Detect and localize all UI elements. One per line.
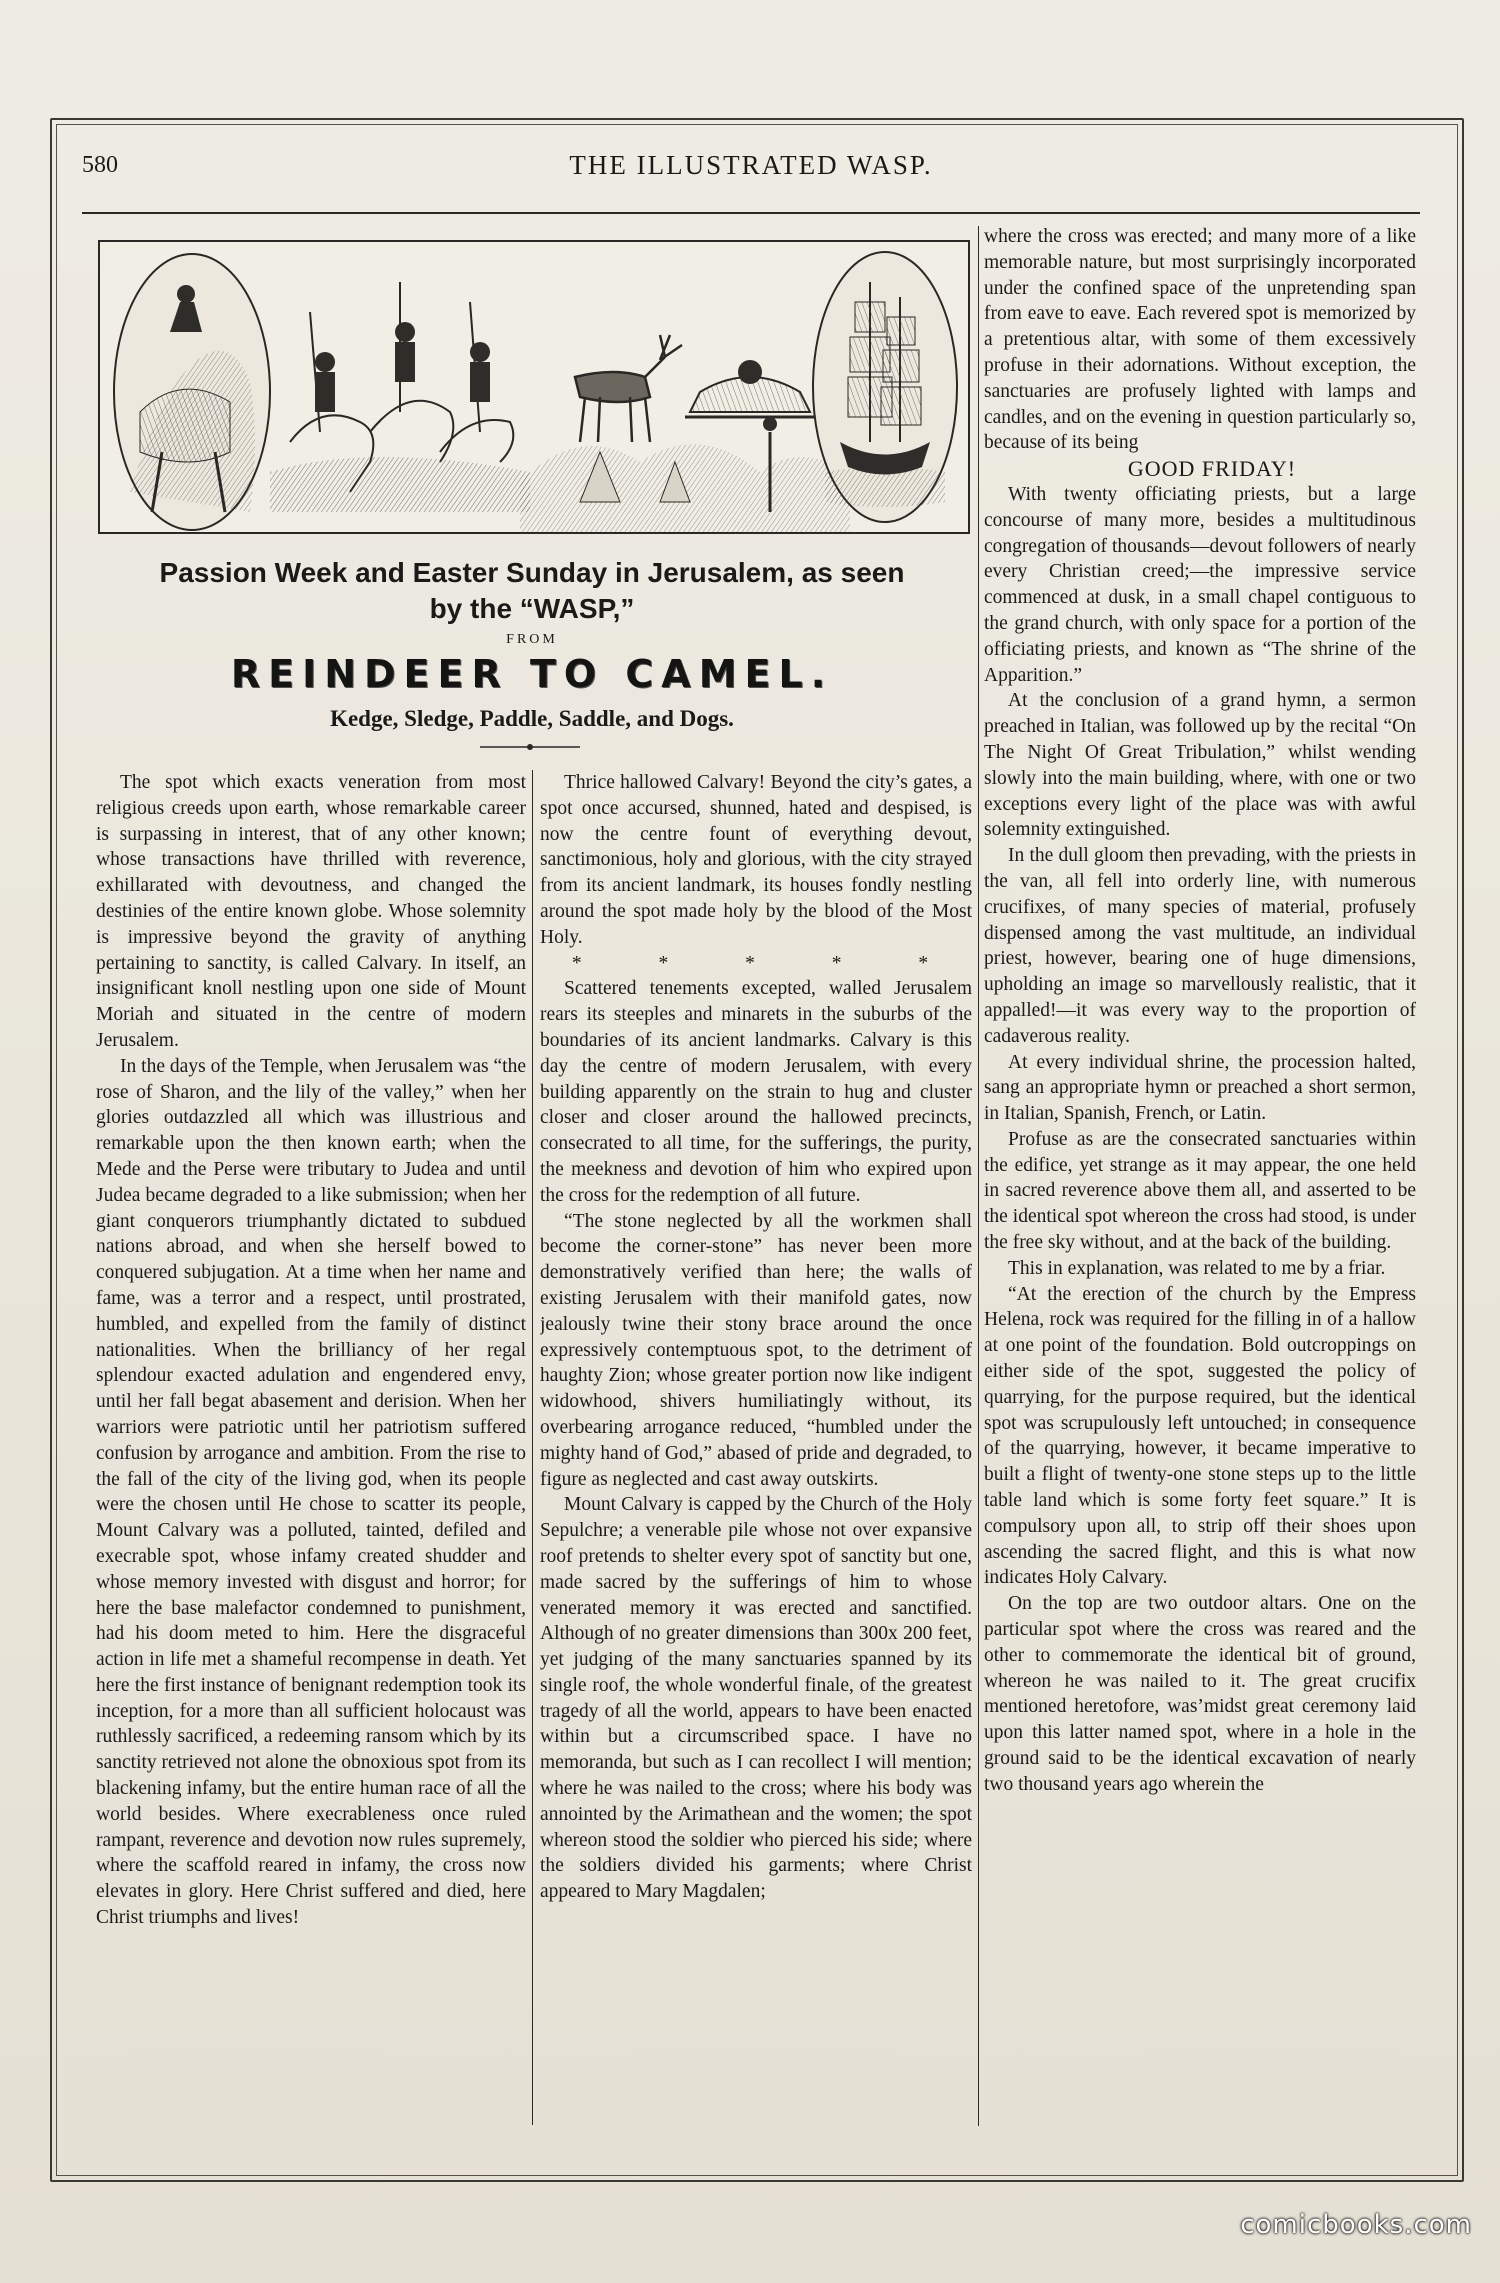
paragraph: where the cross was erected; and many more of a like memorable nature, but most surprisingly incorporated under the confined space of the unpretending span from eave to eave. Each revered spot is memorized by a pretentious altar, with some of them excessively profuse in their adornations. Without exception, the sanctuaries are profusely lighted with lamps and candles, and on the evening in question particularly so, because of its being xyxy=(984,226,1416,454)
section-break: * * * * * xyxy=(571,952,965,974)
paragraph: The spot which exacts veneration from most religious creeds upon earth, whose remarkable career is surpassing in interest, that of any other known; whose transactions have thrilled with reverence, exhillarated with devoutness, and changed the destinies of the entire known globe. Whose solemnity is impressive beyond the gravity of anything pertaining to sanctity, is called Calvary. In itself, an insignificant knoll nestling upon one side of Mount Moriah and situated in the centre of modern Jerusalem. xyxy=(96,772,526,1051)
column-2 xyxy=(540,770,972,2135)
paragraph: “The stone neglected by all the workmen shall become the corner-stone” has never been more demonstratively verified than here; the walls of existing Jerusalem with their manifold gates, now jealously twine their stony brace around the once expressively contemptuous spot, to the detriment of haughty Zion; whose greater portion now like indigent widowhood, shivers humiliatingly without, its overbearing arrogance reduced, “humbled under the mighty hand of God,” abased of pride and degraded, to figure as neglected and cast away outskirts. xyxy=(540,1210,972,1490)
ornament-rule xyxy=(480,744,580,750)
paragraph: On the top are two outdoor altars. One on the particular spot where the cross was reared and the other to commemorate the identical bit of ground, whereon he was nailed to it. The great crucifix mentioned heretofore, was’midst great ceremony laid upon this latter named spot, where in a hole in the ground said to be the identical excavation of nearly two thousand years ago wherein the xyxy=(984,1593,1416,1795)
paragraph: This in explanation, was related to me by a friar. xyxy=(1008,1257,1386,1279)
headline-line-2: by the “WASP,” xyxy=(429,593,635,624)
section-heading: GOOD FRIDAY! xyxy=(1127,456,1297,482)
paragraph: “At the erection of the church by the Empress Helena, rock was required for the filling in of a hallow at one point of the foundation. Bold outcroppings on either side of the spot, suggested the policy of quarrying, for the purpose required, but the identical spot was scrupulously left untouched; in consequence of the quarrying, however, it became imperative to built a flight of twenty-one stone steps up to the little table land which is some forty feet square.” It is compulsory upon all, to strip off their shoes upon ascending the sacred flight, and this is what now indicates Holy Calvary. xyxy=(984,1283,1416,1589)
paragraph: In the dull gloom then prevading, with the priests in the van, all fell into orderly line, with numerous crucifixes, of many species of material, profusely dispensed among the vast multitude, an individual priest, however, bearing one of huge dimensions, upholding an image so marvellously realistic, that it appalled!—it was every way to the proportion of cadaverous reality. xyxy=(984,845,1416,1047)
watermark: comicbooks.com xyxy=(1240,2210,1472,2240)
headline-line-1: Passion Week and Easter Sunday in Jerusalem, as seen xyxy=(159,557,905,588)
article-headline xyxy=(98,555,966,627)
paragraph: At the conclusion of a grand hymn, a sermon preached in Italian, was followed up by the recital “On The Night Of Great Tribulation,” whilst wending slowly into the main building, where, with one or two exceptions every light of the place was with awful solemnity extinguished. xyxy=(984,690,1416,841)
header-rule xyxy=(82,212,1420,214)
paragraph: At every individual shrine, the procession halted, sang an appropriate hymn or preached a short sermon, in Italian, Spanish, French, or Latin. xyxy=(984,1051,1416,1125)
paragraph: With twenty officiating priests, but a large concourse of many more, besides a multitudinous congregation of thousands—devout followers of nearly every Christian creed;—the impressive service commenced at dusk, in a small chapel contiguous to the grand church, with only space for a portion of the officiating priests, and known as “The shrine of the Apparition.” xyxy=(984,483,1416,686)
page-number: 580 xyxy=(82,152,118,178)
column-1 xyxy=(96,770,526,2135)
banner-illustration xyxy=(98,240,970,534)
paragraph: In the days of the Temple, when Jerusalem was “the rose of Sharon, and the lily of the valley,” when her glories outdazzled all which was illustrious and remarkable upon the then known earth; when the Mede and the Perse were tributary to Judea and until Judea became degraded to a like submission; when her giant conquerors triumphantly dictated to subdued nations abroad, and when she herself bowed to conquered subjugation. At a time when her name and fame, was a terror and a respect, until prostrated, humbled, and expelled from the family of distinct nationalities. When the brilliancy of her regal splendour exacted adulation and engendered envy, until her fall begat abasement and derision. When her warriors were patriotic until her patriotism suffered confusion by arrogance and ambition. From the rise to the fall of the city of the living god, when its people were the chosen until He chose to scatter its people, Mount Calvary was a polluted, tainted, defiled and execrable spot, whose infamy created shudder and whose memory invested with disgust and horror; for here the base malefactor condemned to punishment, had his doom meted to him. Here the disgraceful action in life met a shameful recompense in death. Yet here the first instance of benignant redemption took its inception, for a more than all sufficient holocaust was ruthlessly sacrificed, a redeeming ransom which by its sanctity retrieved not alone the obnoxious spot from its blackening infamy, but the entire human race of all the world besides. Where execrableness once ruled rampant, reverence and devotion now rules supremely, where the scaffold reared in infamy, the cross now elevates in glory. Here Christ suffered and died, here Christ triumphs and lives! xyxy=(96,1055,526,1929)
paragraph: Mount Calvary is capped by the Church of the Holy Sepulchre; a venerable pile whose not over expansive roof pretends to shelter every spot of sanctity but one, made sacred by the sufferings of him to whose venerated memory it was erected and sanctified. Although of no greater dimensions than 300x 200 feet, yet judging of the many sanctuaries spanned by its single roof, the whole wonderful finale, of the greatest tragedy of all the world, appears to have been enacted within but a circumscribed space. I have no memoranda, but such as I can recollect I will mention; where he was nailed to the cross; where his body was annointed by the Arimathean and the women; the spot whereon stood the soldier who pierced his side; where the soldiers divided his garments; where Christ appeared to Mary Magdalen; xyxy=(540,1494,972,1903)
article-title: REINDEER TO CAMEL. xyxy=(230,652,834,696)
from-label: FROM xyxy=(506,632,558,647)
magazine-title: THE ILLUSTRATED WASP. xyxy=(569,150,933,180)
paragraph: Profuse as are the consecrated sanctuaries within the edifice, yet strange as it may appear, the one held in sacred reverence above them all, and asserted to be the identical spot whereon the cross had stood, is under the free sky without, and at the back of the building. xyxy=(984,1128,1416,1254)
paragraph: Scattered tenements excepted, walled Jerusalem rears its steeples and minarets in the suburbs of the boundaries of its ancient landmarks. Calvary is this day the centre of modern Jerusalem, with every building apparently on the strain to hug and cluster closer and closer around the hallowed precincts, consecrated to all time, for the sufferings, the purity, the meekness and devotion of him who expired upon the cross for the redemption of all future. xyxy=(540,978,972,1206)
column-rule-right xyxy=(978,226,979,2126)
article-subtitle: Kedge, Sledge, Paddle, Saddle, and Dogs. xyxy=(330,706,734,731)
column-rule-left xyxy=(532,770,533,2125)
paragraph: Thrice hallowed Calvary! Beyond the city’s gates, a spot once accursed, shunned, hated and despised, is now the centre fount of everything devout, sanctimonious, holy and glorious, with the city strayed from its ancient landmark, its houses fondly nestling around the spot made holy by the blood of the Most Holy. xyxy=(540,772,972,948)
page-header xyxy=(82,150,1420,190)
reindeer-camel-engraving xyxy=(100,242,968,532)
column-3 xyxy=(984,224,1416,2134)
